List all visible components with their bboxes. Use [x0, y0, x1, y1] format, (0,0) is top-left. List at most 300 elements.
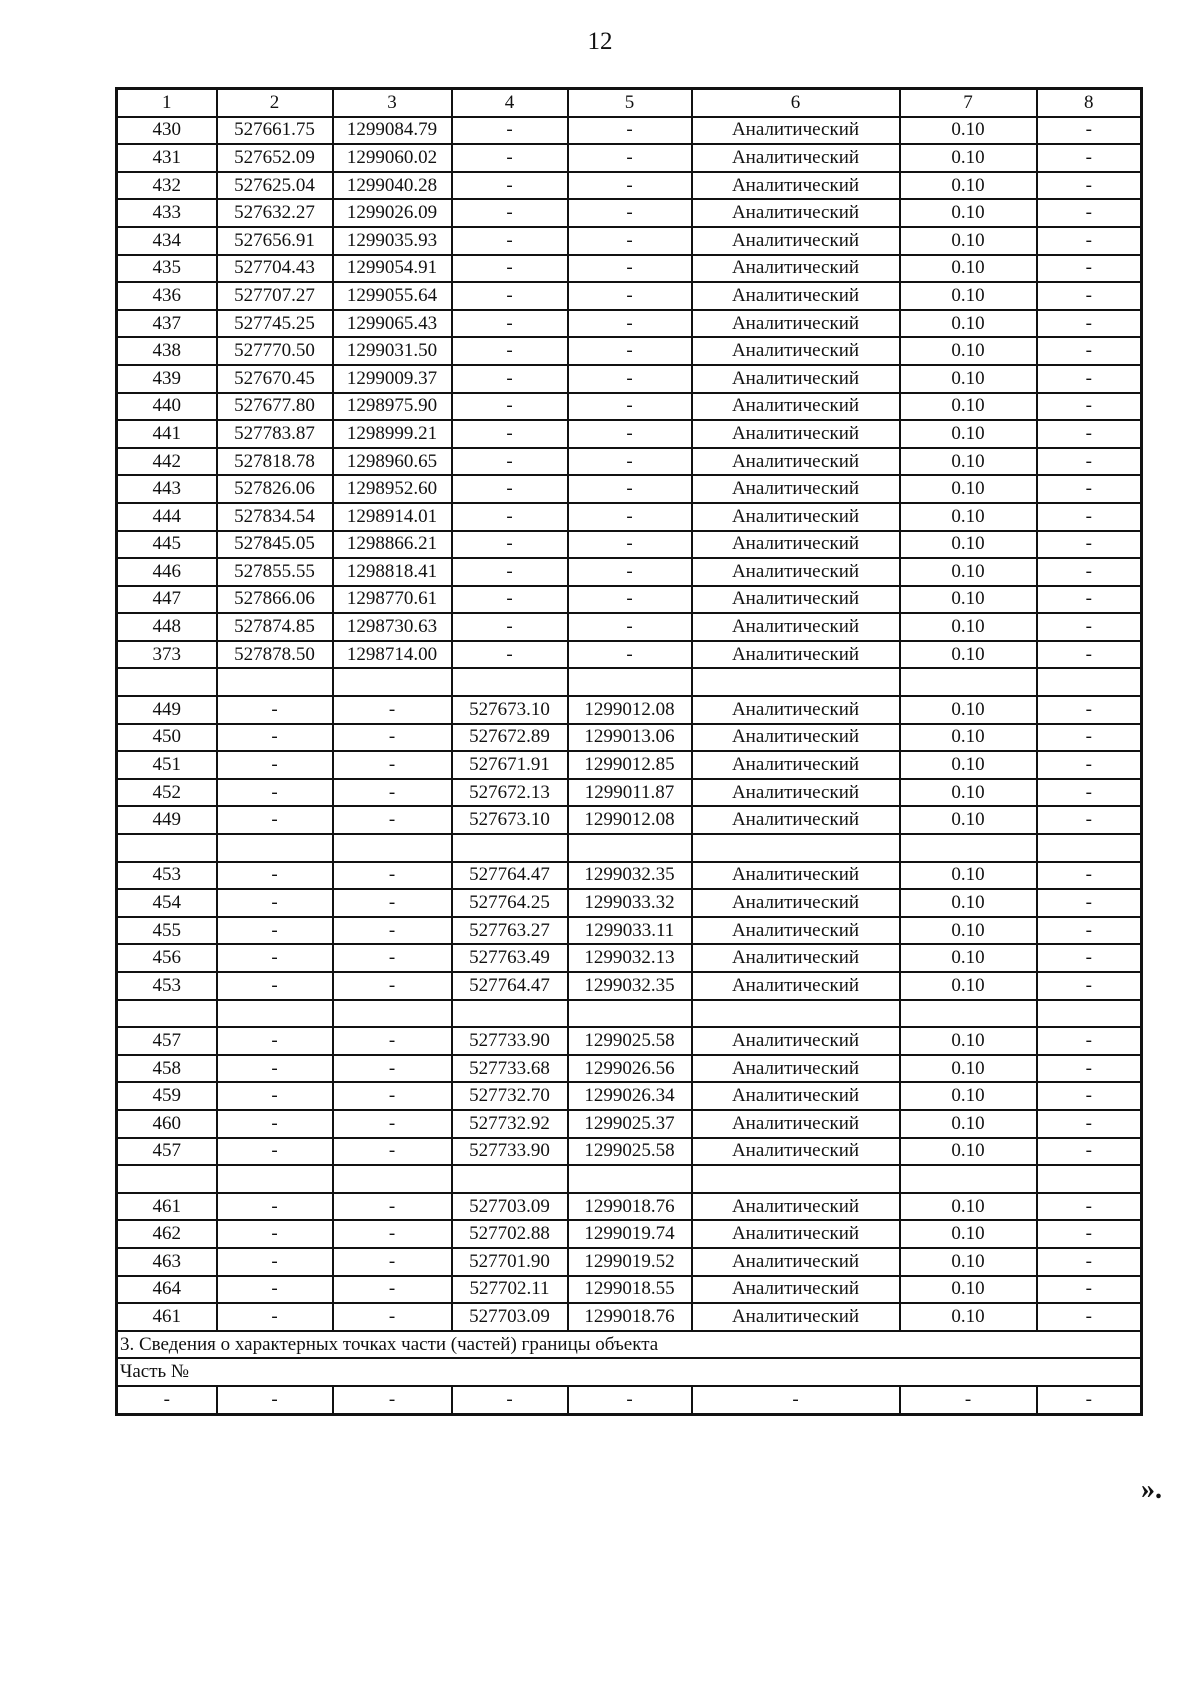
table-row — [117, 1055, 1142, 1083]
table-row — [117, 255, 1142, 283]
table-cell: 0.10 — [900, 917, 1037, 945]
table-cell: 457 — [117, 1138, 217, 1166]
table-cell: 439 — [117, 365, 217, 393]
table-cell: - — [568, 613, 692, 641]
table-row — [117, 310, 1142, 338]
table-cell: - — [333, 1193, 452, 1221]
table-cell: 1299025.58 — [568, 1138, 692, 1166]
table-cell: - — [1037, 1248, 1142, 1276]
table-row — [117, 668, 1142, 696]
table-cell — [692, 668, 900, 696]
table-cell: - — [333, 972, 452, 1000]
table-cell: 457 — [117, 1027, 217, 1055]
table-cell: 444 — [117, 503, 217, 531]
table-cell: 1299018.55 — [568, 1276, 692, 1304]
table-cell: - — [452, 255, 568, 283]
table-row — [117, 144, 1142, 172]
table-cell: - — [1037, 282, 1142, 310]
table-cell: - — [568, 558, 692, 586]
table-cell: 1299026.09 — [333, 199, 452, 227]
table-cell: - — [217, 779, 333, 807]
table-cell: 527704.43 — [217, 255, 333, 283]
table-cell: - — [333, 806, 452, 834]
table-cell: 461 — [117, 1193, 217, 1221]
table-cell: 527677.80 — [217, 393, 333, 421]
table-row — [117, 917, 1142, 945]
table-cell: - — [217, 751, 333, 779]
table-cell: 1299012.08 — [568, 806, 692, 834]
table-cell — [217, 834, 333, 862]
table-cell: Аналитический — [692, 944, 900, 972]
table-cell: - — [117, 1386, 217, 1414]
table-cell: 0.10 — [900, 531, 1037, 559]
table-cell — [217, 1000, 333, 1028]
table-cell: - — [568, 531, 692, 559]
table-cell: 1299033.11 — [568, 917, 692, 945]
table-cell: 0.10 — [900, 944, 1037, 972]
table-cell: - — [452, 117, 568, 145]
table-cell: - — [568, 448, 692, 476]
table-cell: 461 — [117, 1303, 217, 1331]
table-cell: - — [217, 862, 333, 890]
table-cell: - — [1037, 641, 1142, 669]
table-cell: - — [333, 724, 452, 752]
table-cell: 527866.06 — [217, 586, 333, 614]
table-row — [117, 531, 1142, 559]
table-cell: 527672.89 — [452, 724, 568, 752]
table-cell: Аналитический — [692, 1248, 900, 1276]
table-cell: - — [217, 1193, 333, 1221]
table-cell: 0.10 — [900, 144, 1037, 172]
table-cell: 527733.68 — [452, 1055, 568, 1083]
table-cell: 527625.04 — [217, 172, 333, 200]
table-cell: - — [1037, 365, 1142, 393]
table-cell: - — [452, 641, 568, 669]
table-cell: 0.10 — [900, 1082, 1037, 1110]
table-row — [117, 282, 1142, 310]
coordinates-table — [115, 87, 1143, 1416]
table-cell: 0.10 — [900, 255, 1037, 283]
table-cell: - — [217, 696, 333, 724]
table-cell: 0.10 — [900, 1027, 1037, 1055]
table-cell — [568, 1000, 692, 1028]
table-body — [117, 89, 1142, 1331]
table-cell: 463 — [117, 1248, 217, 1276]
table-cell: - — [568, 199, 692, 227]
table-cell: 0.10 — [900, 862, 1037, 890]
table-cell — [900, 834, 1037, 862]
table-cell: Аналитический — [692, 751, 900, 779]
table-cell — [1037, 834, 1142, 862]
table-cell: - — [333, 779, 452, 807]
table-cell: - — [452, 613, 568, 641]
table-cell: - — [452, 531, 568, 559]
table-cell — [117, 1165, 217, 1193]
table-row — [117, 1027, 1142, 1055]
table-cell: - — [1037, 448, 1142, 476]
table-cell: - — [568, 641, 692, 669]
table-cell: 0.10 — [900, 613, 1037, 641]
table-cell: - — [1037, 531, 1142, 559]
table-cell: - — [333, 1276, 452, 1304]
table-row — [117, 613, 1142, 641]
table-cell: Аналитический — [692, 641, 900, 669]
table-cell: 1299055.64 — [333, 282, 452, 310]
table-cell — [568, 834, 692, 862]
table-cell: Аналитический — [692, 393, 900, 421]
table-cell: 0.10 — [900, 475, 1037, 503]
table-cell: - — [452, 199, 568, 227]
table-cell: Аналитический — [692, 1082, 900, 1110]
table-cell: 449 — [117, 806, 217, 834]
table-cell: 0.10 — [900, 117, 1037, 145]
table-cell: Аналитический — [692, 227, 900, 255]
table-cell: - — [1037, 779, 1142, 807]
table-cell: 527770.50 — [217, 337, 333, 365]
table-cell — [333, 668, 452, 696]
table-cell: Аналитический — [692, 1276, 900, 1304]
header-cell: 7 — [900, 89, 1037, 117]
table-cell: - — [217, 1110, 333, 1138]
table-cell: - — [452, 282, 568, 310]
table-row — [117, 1303, 1142, 1331]
table-cell: 1299025.58 — [568, 1027, 692, 1055]
table-cell: 432 — [117, 172, 217, 200]
table-cell: 1299033.32 — [568, 889, 692, 917]
table-cell: 1299040.28 — [333, 172, 452, 200]
table-cell: 462 — [117, 1220, 217, 1248]
table-cell: 0.10 — [900, 1248, 1037, 1276]
table-cell: 0.10 — [900, 1055, 1037, 1083]
table-row — [117, 475, 1142, 503]
table-cell: - — [333, 1110, 452, 1138]
table-cell: 453 — [117, 862, 217, 890]
table-cell: 527732.92 — [452, 1110, 568, 1138]
table-cell: 440 — [117, 393, 217, 421]
table-cell: 527652.09 — [217, 144, 333, 172]
header-cell: 8 — [1037, 89, 1142, 117]
table-cell: 448 — [117, 613, 217, 641]
table-cell: 527763.27 — [452, 917, 568, 945]
table-cell — [1037, 668, 1142, 696]
table-cell: 0.10 — [900, 586, 1037, 614]
table-cell: 527733.90 — [452, 1027, 568, 1055]
table-cell: - — [1037, 172, 1142, 200]
table-cell: 1298960.65 — [333, 448, 452, 476]
table-cell: - — [568, 337, 692, 365]
table-cell: - — [452, 337, 568, 365]
table-cell: 446 — [117, 558, 217, 586]
table-cell: - — [568, 586, 692, 614]
table-cell: 527874.85 — [217, 613, 333, 641]
table-cell — [117, 1000, 217, 1028]
table-cell: Аналитический — [692, 503, 900, 531]
table-cell: - — [452, 393, 568, 421]
table-cell: 1299032.35 — [568, 972, 692, 1000]
table-cell: 0.10 — [900, 1110, 1037, 1138]
table-cell: - — [333, 1303, 452, 1331]
table-cell: 1299012.08 — [568, 696, 692, 724]
table-cell: 0.10 — [900, 393, 1037, 421]
table-cell: 1299025.37 — [568, 1110, 692, 1138]
table-cell: - — [1037, 310, 1142, 338]
table-cell: 527670.45 — [217, 365, 333, 393]
table-cell: - — [1037, 475, 1142, 503]
table-row — [117, 1165, 1142, 1193]
table-cell: 0.10 — [900, 641, 1037, 669]
table-cell: - — [568, 255, 692, 283]
table-cell — [692, 1165, 900, 1193]
table-cell: 1299018.76 — [568, 1193, 692, 1221]
table-cell: - — [900, 1386, 1037, 1414]
table-cell: 0.10 — [900, 365, 1037, 393]
table-cell: 1298914.01 — [333, 503, 452, 531]
table-cell: 527818.78 — [217, 448, 333, 476]
table-cell: - — [1037, 862, 1142, 890]
table-cell: 1299026.34 — [568, 1082, 692, 1110]
table-cell: 454 — [117, 889, 217, 917]
table-row — [117, 1248, 1142, 1276]
table-cell: - — [217, 724, 333, 752]
table-cell: - — [452, 172, 568, 200]
table-row — [117, 503, 1142, 531]
table-cell: - — [217, 1220, 333, 1248]
table-cell: 0.10 — [900, 558, 1037, 586]
table-cell: Аналитический — [692, 420, 900, 448]
table-cell: - — [217, 944, 333, 972]
table-cell — [568, 1165, 692, 1193]
table-cell: 1299032.35 — [568, 862, 692, 890]
part-label: Часть № — [117, 1358, 1142, 1386]
table-cell: - — [452, 503, 568, 531]
table-cell: - — [217, 1027, 333, 1055]
table-cell: 527703.09 — [452, 1193, 568, 1221]
table-cell: - — [1037, 972, 1142, 1000]
table-cell: 430 — [117, 117, 217, 145]
table-cell: Аналитический — [692, 448, 900, 476]
table-cell: - — [333, 1386, 452, 1414]
table-row — [117, 337, 1142, 365]
table-cell: 1299012.85 — [568, 751, 692, 779]
table-row — [117, 448, 1142, 476]
table-cell: 456 — [117, 944, 217, 972]
table-row — [117, 696, 1142, 724]
table-cell: Аналитический — [692, 365, 900, 393]
table-row — [117, 806, 1142, 834]
table-cell: - — [568, 393, 692, 421]
part-label-row — [117, 1358, 1142, 1386]
table-cell: - — [217, 972, 333, 1000]
table-row — [117, 1110, 1142, 1138]
table-cell: 449 — [117, 696, 217, 724]
table-cell: 436 — [117, 282, 217, 310]
table-cell — [333, 1000, 452, 1028]
table-cell: 527672.13 — [452, 779, 568, 807]
table-cell: 0.10 — [900, 1193, 1037, 1221]
table-cell: Аналитический — [692, 255, 900, 283]
table-cell: 527764.47 — [452, 862, 568, 890]
table-cell: Аналитический — [692, 282, 900, 310]
table-cell: - — [333, 862, 452, 890]
header-row — [117, 89, 1142, 117]
table-cell: Аналитический — [692, 337, 900, 365]
table-cell: 438 — [117, 337, 217, 365]
table-cell: - — [217, 889, 333, 917]
table-cell: - — [333, 1055, 452, 1083]
table-cell: - — [1037, 724, 1142, 752]
table-cell — [217, 668, 333, 696]
table-cell: 442 — [117, 448, 217, 476]
table-cell: - — [217, 1082, 333, 1110]
table-cell: Аналитический — [692, 1027, 900, 1055]
table-cell: 1299054.91 — [333, 255, 452, 283]
table-cell: - — [217, 1138, 333, 1166]
table-cell: 527701.90 — [452, 1248, 568, 1276]
table-cell: 431 — [117, 144, 217, 172]
table-cell: - — [1037, 199, 1142, 227]
table-cell: 1299026.56 — [568, 1055, 692, 1083]
table-cell: - — [1037, 1055, 1142, 1083]
table-cell: 0.10 — [900, 1276, 1037, 1304]
table-cell: Аналитический — [692, 696, 900, 724]
table-cell: - — [1037, 613, 1142, 641]
table-row — [117, 558, 1142, 586]
table-cell — [900, 1165, 1037, 1193]
table-cell: - — [1037, 889, 1142, 917]
table-cell: - — [217, 1276, 333, 1304]
table-cell: - — [1037, 227, 1142, 255]
header-cell: 1 — [117, 89, 217, 117]
table-row — [117, 172, 1142, 200]
table-cell: 0.10 — [900, 420, 1037, 448]
table-cell: - — [1037, 944, 1142, 972]
table-cell: 455 — [117, 917, 217, 945]
table-cell: - — [333, 1082, 452, 1110]
table-cell: 527702.88 — [452, 1220, 568, 1248]
table-cell: 527632.27 — [217, 199, 333, 227]
table-cell: - — [333, 1248, 452, 1276]
table-cell — [452, 1000, 568, 1028]
table-cell: 0.10 — [900, 337, 1037, 365]
table-cell: - — [1037, 1138, 1142, 1166]
table-cell: Аналитический — [692, 806, 900, 834]
table-cell: - — [692, 1386, 900, 1414]
table-cell: - — [568, 144, 692, 172]
table-cell: 527783.87 — [217, 420, 333, 448]
table-cell: 527733.90 — [452, 1138, 568, 1166]
table-cell: 1299009.37 — [333, 365, 452, 393]
table-cell: 1299018.76 — [568, 1303, 692, 1331]
table-cell: Аналитический — [692, 117, 900, 145]
table-cell: Аналитический — [692, 779, 900, 807]
table-cell: Аналитический — [692, 972, 900, 1000]
table-cell — [692, 834, 900, 862]
table-cell — [117, 668, 217, 696]
table-cell: - — [452, 1386, 568, 1414]
table-cell — [1037, 1165, 1142, 1193]
table-row — [117, 1082, 1142, 1110]
table-row — [117, 227, 1142, 255]
table-cell: Аналитический — [692, 1110, 900, 1138]
table-cell — [333, 1165, 452, 1193]
table-cell: - — [1037, 1220, 1142, 1248]
table-cell: - — [1037, 917, 1142, 945]
table-cell: - — [452, 420, 568, 448]
table-cell: - — [1037, 751, 1142, 779]
table-cell: Аналитический — [692, 1138, 900, 1166]
table-cell: Аналитический — [692, 1303, 900, 1331]
table-cell: - — [568, 1386, 692, 1414]
table-cell: Аналитический — [692, 1193, 900, 1221]
table-cell: 458 — [117, 1055, 217, 1083]
table-cell: 0.10 — [900, 779, 1037, 807]
table-cell: 527673.10 — [452, 806, 568, 834]
table-cell: Аналитический — [692, 172, 900, 200]
table-cell: - — [452, 586, 568, 614]
table-cell: 434 — [117, 227, 217, 255]
table-cell — [117, 834, 217, 862]
table-cell: - — [452, 448, 568, 476]
table-row — [117, 365, 1142, 393]
table-cell: - — [1037, 1386, 1142, 1414]
table-cell: - — [333, 917, 452, 945]
table-cell: 441 — [117, 420, 217, 448]
table-cell: - — [568, 172, 692, 200]
table-cell: - — [568, 365, 692, 393]
table-cell: 447 — [117, 586, 217, 614]
table-cell: - — [1037, 1027, 1142, 1055]
table-cell: 1299035.93 — [333, 227, 452, 255]
table-row — [117, 1138, 1142, 1166]
table-cell — [900, 1000, 1037, 1028]
table-cell: Аналитический — [692, 144, 900, 172]
table-cell: Аналитический — [692, 310, 900, 338]
table-cell: Аналитический — [692, 917, 900, 945]
table-row — [117, 586, 1142, 614]
table-row — [117, 751, 1142, 779]
section-title: 3. Сведения о характерных точках части (частей) границы объекта — [117, 1331, 1142, 1359]
table-cell: 437 — [117, 310, 217, 338]
table-row — [117, 779, 1142, 807]
table-cell: 0.10 — [900, 1220, 1037, 1248]
header-cell: 6 — [692, 89, 900, 117]
table-cell: 0.10 — [900, 199, 1037, 227]
table-cell: 464 — [117, 1276, 217, 1304]
table-cell: - — [1037, 586, 1142, 614]
table-cell: 527764.47 — [452, 972, 568, 1000]
table-cell: 0.10 — [900, 972, 1037, 1000]
table-cell: 527702.11 — [452, 1276, 568, 1304]
table-cell: - — [1037, 255, 1142, 283]
table-cell: 1299031.50 — [333, 337, 452, 365]
table-cell: Аналитический — [692, 889, 900, 917]
table-cell: - — [1037, 558, 1142, 586]
table-cell: Аналитический — [692, 558, 900, 586]
table-cell: - — [568, 503, 692, 531]
table-cell: Аналитический — [692, 199, 900, 227]
table-cell: 1298975.90 — [333, 393, 452, 421]
table-row — [117, 420, 1142, 448]
table-row — [117, 862, 1142, 890]
table-cell: 527845.05 — [217, 531, 333, 559]
table-cell: - — [333, 696, 452, 724]
table-cell: 443 — [117, 475, 217, 503]
table-cell — [568, 668, 692, 696]
table-cell: - — [217, 1303, 333, 1331]
table-cell: 0.10 — [900, 227, 1037, 255]
table-cell: 527703.09 — [452, 1303, 568, 1331]
table-cell: 527707.27 — [217, 282, 333, 310]
